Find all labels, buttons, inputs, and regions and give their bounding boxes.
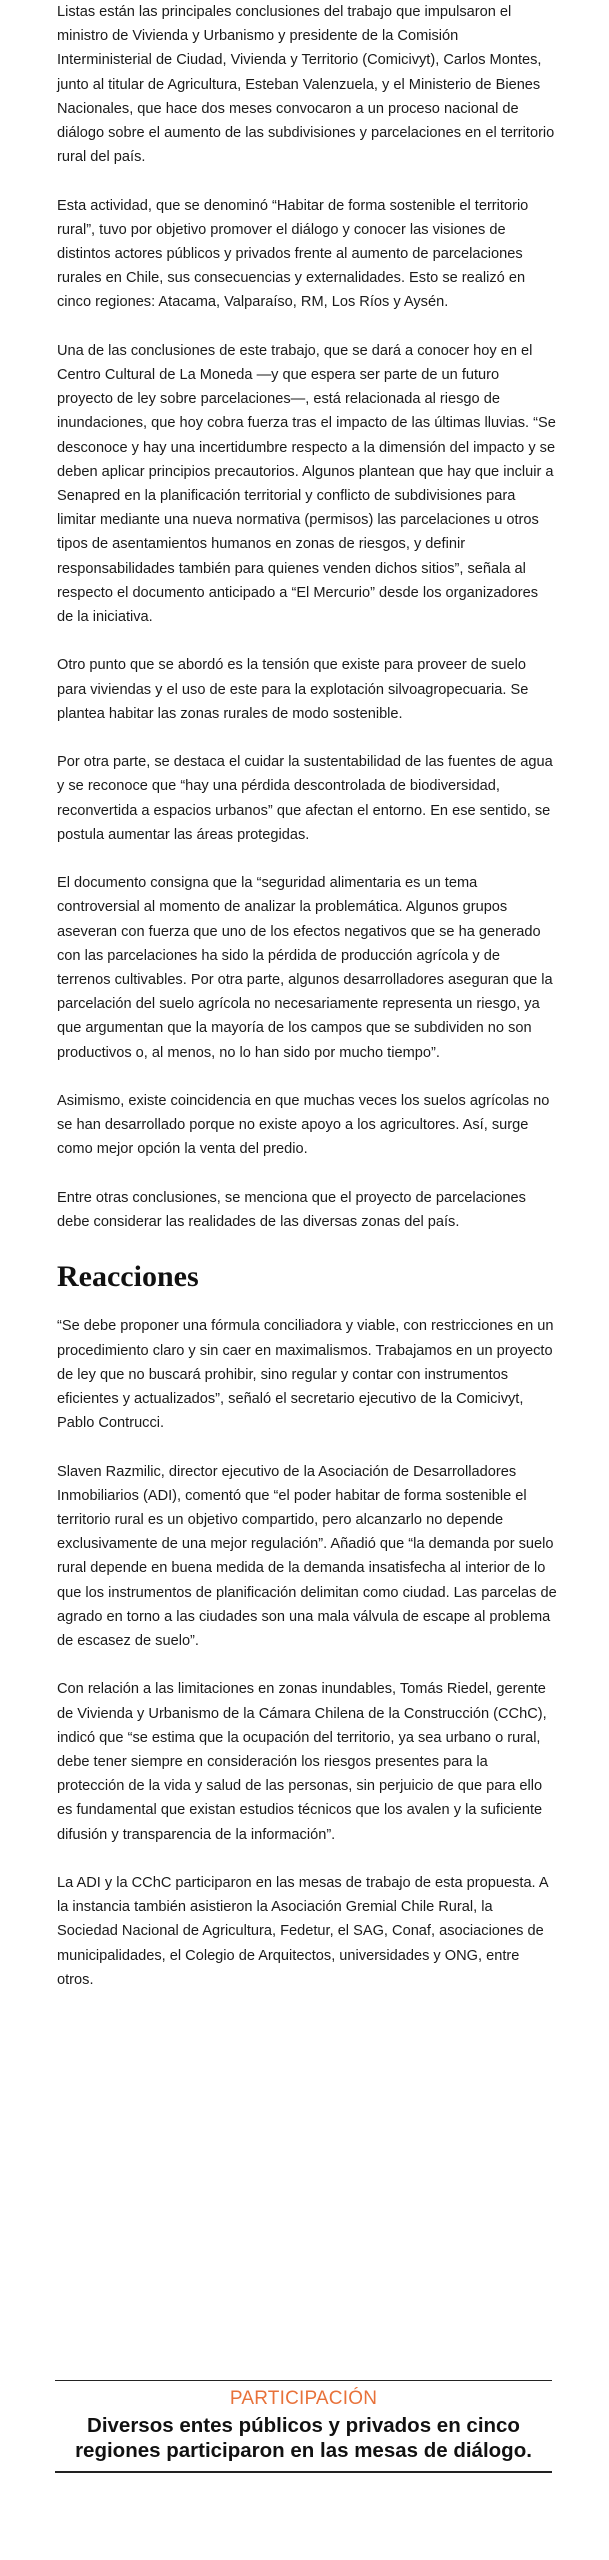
- article-paragraph: Entre otras conclusiones, se menciona que el proyecto de parcelaciones debe considerar las realidades de las diversas zonas del país.: [57, 1189, 526, 1231]
- article-paragraph: Asimismo, existe coincidencia en que muchas veces los suelos agrícolas no se han desarrollado porque no existe apoyo a los agricultores. Así, surge como mejor opción la venta del predio.: [57, 1093, 550, 1158]
- pull-quote-box: [55, 2380, 552, 2473]
- article-paragraph: La ADI y la CChC participaron en las mesas de trabajo de esta propuesta. A la instancia también asistieron la Asociación Gremial Chile Rural, la Sociedad Nacional de Agricultura, Fedetur, el SAG, Conaf, asociaciones de municipalidades, el Colegio de Arquitectos, universidades y ONG, entre otros.: [57, 1875, 548, 1988]
- article-paragraph: El documento consigna que la “seguridad alimentaria es un tema controversial al momento de analizar la problemática. Algunos grupos aseveran con fuerza que uno de los efectos negativos que se ha generado con las parcelaciones ha sido la pérdida de producción agrícola y de terrenos cultivables. Por otra parte, algunos desarrolladores aseguran que la parcelación del suelo agrícola no necesariamente representa un riesgo, ya que argumentan que la mayoría de los campos que se subdividen no son productivos o, al menos, no lo han sido por mucho tiempo”.: [57, 875, 553, 1061]
- article-paragraph: Slaven Razmilic, director ejecutivo de la Asociación de Desarrolladores Inmobiliarios (ADI), comentó que “el poder habitar de forma sostenible el territorio rural es un objetivo compartido, pero alcanzarlo no depende exclusivamente de una mejor regulación”. Añadió que “la demanda por suelo rural depende en buena medida de la demanda insatisfecha al interior de lo que los instrumentos de planificación delimitan como ciudad. Las parcelas de agrado en torno a las ciudades son una mala válvula de escape al problema de escasez de suelo”.: [57, 1463, 557, 1650]
- article-paragraph: Listas están las principales conclusiones del trabajo que impulsaron el ministro de Vivienda y Urbanismo y presidente de la Comisión Interministerial de Ciudad, Vivienda y Territorio (Comicivyt), Carlos Montes, junto al titular de Agricultura, Esteban Valenzuela, y el Ministerio de Bienes Nacionales, que hace dos meses convocaron a un proceso nacional de diálogo sobre el aumento de las subdivisiones y parcelaciones en el territorio rural del país.: [57, 4, 555, 166]
- article-paragraph: “Se debe proponer una fórmula conciliadora y viable, con restricciones en un procedimiento claro y sin caer en maximalismos. Trabajamos en un proyecto de ley que no buscará prohibir, sino regular y contar con instrumentos eficientes y actualizados”, señaló el secretario ejecutivo de la Comicivyt, Pablo Contrucci.: [57, 1318, 554, 1432]
- article-paragraph: Otro punto que se abordó es la tensión que existe para proveer de suelo para viviendas y el uso de este para la explotación silvoagropecuaria. Se plantea habitar las zonas rurales de modo sostenible.: [57, 657, 529, 722]
- article-paragraph: Por otra parte, se destaca el cuidar la sustentabilidad de las fuentes de agua y se reconoce que “hay una pérdida descontrolada de biodiversidad, reconvertida a espacios urbanos” que afectan el entorno. En ese sentido, se postula aumentar las áreas protegidas.: [57, 754, 553, 843]
- pull-quote-text: Diversos entes públicos y privados en cinco regiones participaron en las mesas de diálogo.: [75, 2414, 532, 2462]
- section-heading: Reacciones: [57, 1260, 199, 1294]
- article-paragraph: Esta actividad, que se denominó “Habitar de forma sostenible el territorio rural”, tuvo por objetivo promover el diálogo y conocer las visiones de distintos actores públicos y privados frente al aumento de parcelaciones rurales en Chile, sus consecuencias y externalidades. Esto se realizó en cinco regiones: Atacama, Valparaíso, RM, Los Ríos y Aysén.: [57, 197, 529, 311]
- pull-quote-kicker: PARTICIPACIÓN: [229, 2388, 378, 2409]
- article-body: [57, 0, 557, 2016]
- article-paragraph: Con relación a las limitaciones en zonas inundables, Tomás Riedel, gerente de Vivienda y Urbanismo de la Cámara Chilena de la Construcción (CChC), indicó que “se estima que la ocupación del territorio, ya sea urbano o rural, debe tener siempre en consideración los riesgos presentes para la protección de la vida y salud de las personas, sin perjuicio de que para ello es fundamental que existan estudios técnicos que los avalen y la suficiente difusión y transparencia de la información”.: [57, 1681, 547, 1843]
- article-paragraph: Una de las conclusiones de este trabajo, que se dará a conocer hoy en el Centro Cultural de La Moneda —y que espera ser parte de un futuro proyecto de ley sobre parcelaciones—, está relacionada al riesgo de inundaciones, que hoy cobra fuerza tras el impacto de las últimas lluvias. “Se desconoce y hay una incertidumbre respecto a la dimensión del impacto y se deben aplicar principios precautorios. Algunos plantean que hay que incluir a Senapred en la planificación territorial y conflicto de subdivisiones para limitar mediante una nueva normativa (permisos) las parcelaciones u otros tipos de asentamientos humanos en zonas de riesgos, y definir responsabilidades también para quienes venden dichos sitios”, señala al respecto el documento anticipado a “El Mercurio” desde los organizadores de la iniciativa.: [57, 342, 556, 626]
